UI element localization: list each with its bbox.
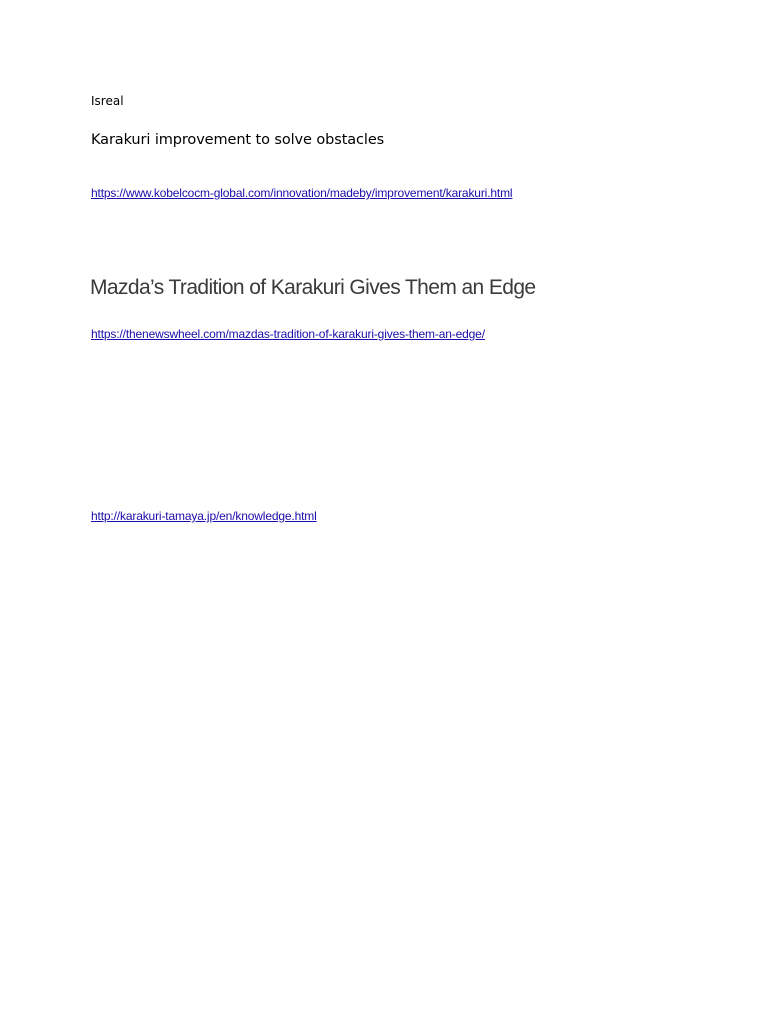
kobelco-link[interactable]: https://www.kobelcocm-global.com/innovation/madeby/improvement/karakuri.html xyxy=(91,186,513,200)
newswheel-link[interactable]: https://thenewswheel.com/mazdas-tradition-of-karakuri-gives-them-an-edge/ xyxy=(91,327,485,341)
article-headline: Mazda’s Tradition of Karakuri Gives Them an Edge xyxy=(90,276,536,299)
author-name: Isreal xyxy=(91,94,124,108)
section-subtitle: Karakuri improvement to solve obstacles xyxy=(91,132,385,148)
tamaya-link[interactable]: http://karakuri-tamaya.jp/en/knowledge.html xyxy=(91,509,317,523)
